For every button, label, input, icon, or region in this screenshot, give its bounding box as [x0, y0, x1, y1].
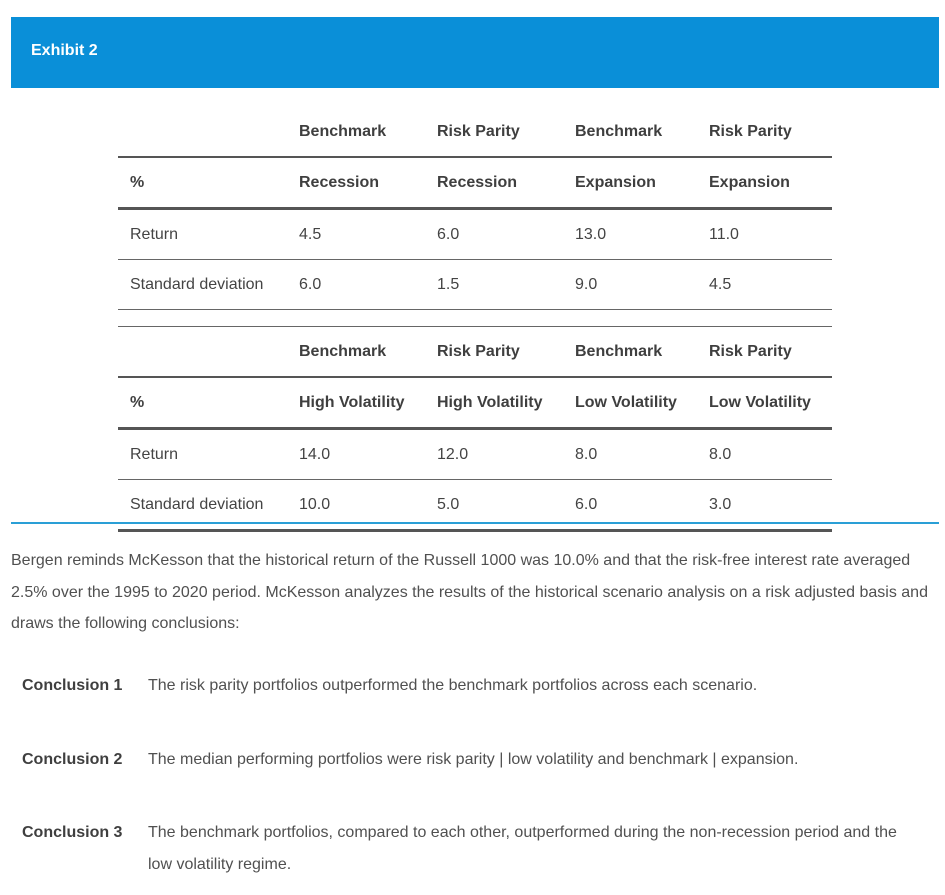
conclusion-text: The median performing portfolios were risk parity | low volatility and benchmark | expansion.	[148, 751, 799, 768]
header-cell: Benchmark	[575, 122, 663, 140]
header-cell: Expansion	[575, 157, 709, 209]
table-row	[118, 429, 832, 480]
table-cell: 9.0	[575, 260, 709, 310]
table-cell: 8.0	[709, 429, 832, 480]
header-cell: Risk Parity	[709, 122, 792, 140]
table-cell: 5.0	[437, 480, 575, 531]
conclusion-label: Conclusion 2	[22, 751, 123, 768]
exhibit-title: Exhibit 2	[31, 42, 98, 59]
conclusion-label: Conclusion 3	[22, 824, 123, 841]
header-cell: Risk Parity	[437, 327, 575, 378]
header-cell: Expansion	[709, 157, 832, 209]
table-cell: 14.0	[299, 429, 437, 480]
header-cell: Risk Parity	[709, 327, 832, 378]
header-cell: %	[118, 157, 299, 209]
header-cell: High Volatility	[437, 377, 575, 429]
table-cell: 1.5	[437, 260, 575, 310]
table-cell: 6.0	[575, 480, 709, 531]
table-header-row	[118, 157, 832, 209]
section-divider	[11, 522, 939, 524]
header-cell: Benchmark	[299, 327, 437, 378]
table-cell: 3.0	[709, 480, 832, 531]
header-cell: %	[118, 377, 299, 429]
table-row	[118, 209, 832, 260]
exhibit-header	[11, 17, 939, 88]
header-cell: High Volatility	[299, 377, 437, 429]
table-cell: 12.0	[437, 429, 575, 480]
scenario-table-recession-expansion	[118, 107, 832, 310]
table-row	[118, 260, 832, 310]
conclusion-text: The benchmark portfolios, compared to each other, outperformed during the non-recession period and the low volatility regime.	[148, 824, 897, 873]
intro-paragraph: Bergen reminds McKesson that the historical return of the Russell 1000 was 10.0% and that the risk-free interest rate averaged 2.5% over the 1995 to 2020 period. McKesson analyzes the results of the historical scenario analysis on a risk adjusted basis and draws the following conclusions:	[11, 552, 928, 632]
header-cell: Low Volatility	[575, 377, 709, 429]
header-cell	[118, 107, 299, 157]
table-cell: 10.0	[299, 480, 437, 531]
row-label: Return	[118, 429, 299, 480]
table-cell: 6.0	[437, 209, 575, 260]
header-cell: Recession	[299, 157, 437, 209]
conclusion-label: Conclusion 1	[22, 677, 123, 694]
table-cell: 4.5	[709, 260, 832, 310]
table-cell: 4.5	[299, 209, 437, 260]
row-label: Return	[118, 209, 299, 260]
table-header-row	[118, 107, 832, 157]
header-cell: Recession	[437, 157, 575, 209]
conclusion-text: The risk parity portfolios outperformed the benchmark portfolios across each scenario.	[148, 677, 758, 694]
table-header-row	[118, 327, 832, 378]
table-cell: 13.0	[575, 209, 709, 260]
scenario-table-volatility	[118, 326, 832, 532]
header-cell: Risk Parity	[437, 122, 520, 140]
header-cell: Benchmark	[299, 122, 387, 140]
row-label: Standard deviation	[118, 260, 299, 310]
header-cell: Benchmark	[575, 327, 709, 378]
header-cell	[118, 327, 299, 378]
header-cell: Low Volatility	[709, 377, 832, 429]
table-cell: 6.0	[299, 260, 437, 310]
row-label: Standard deviation	[118, 480, 299, 531]
table-header-row	[118, 377, 832, 429]
table-cell: 11.0	[709, 209, 832, 260]
table-cell: 8.0	[575, 429, 709, 480]
